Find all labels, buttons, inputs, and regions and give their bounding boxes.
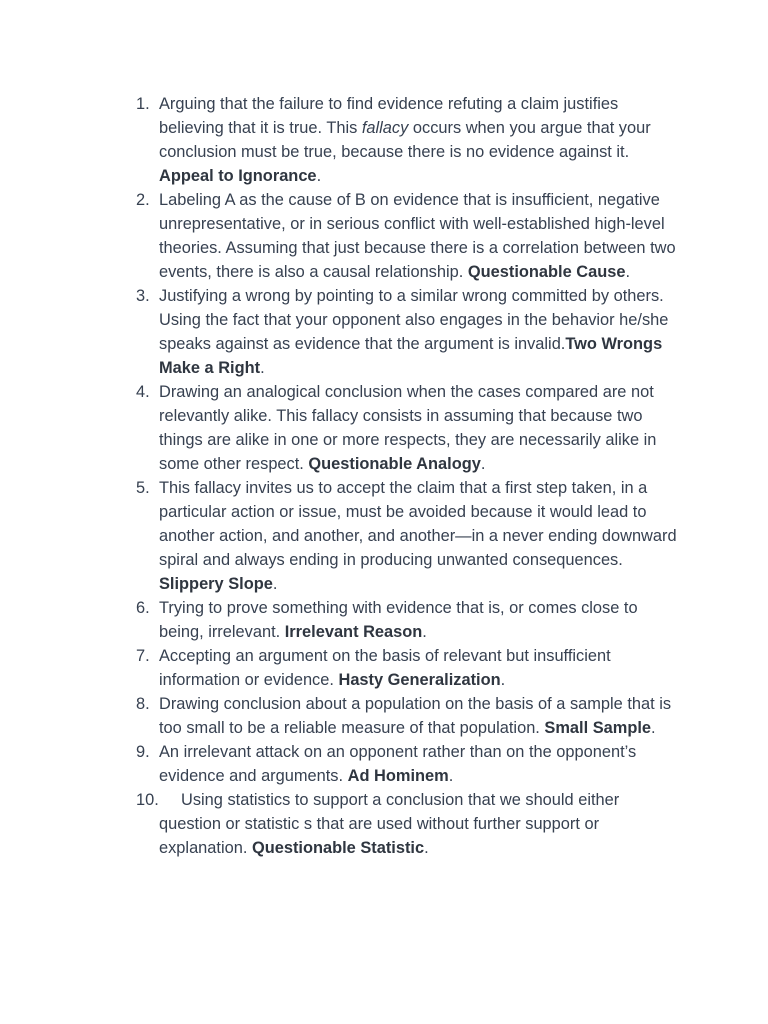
item-description: Drawing an analogical conclusion when the cases compared are not relevantly alike. This fallacy consists in assuming that because two things are alike in one or more respects, they are necessarily alike in some other respect.	[159, 383, 657, 473]
item-description: Arguing that the failure to find evidence refuting a claim justifies believing that it is true. This	[159, 95, 619, 137]
item-end: .	[500, 671, 506, 689]
item-end: .	[422, 623, 427, 641]
item-number: 6.	[136, 599, 150, 617]
item-text	[159, 284, 680, 380]
item-number: 5.	[136, 479, 150, 497]
list-item	[0, 92, 768, 188]
fallacy-term: Questionable Statistic	[251, 839, 425, 857]
item-number: 7.	[136, 647, 150, 665]
list-item	[0, 188, 768, 284]
fallacy-term: Hasty Generalization	[338, 671, 501, 689]
item-end: .	[625, 263, 631, 281]
fallacy-term: Two Wrongs Make a Right	[159, 335, 663, 377]
fallacy-term: Appeal to Ignorance	[159, 167, 317, 185]
item-end: .	[651, 719, 656, 737]
item-text	[159, 644, 680, 692]
list-item	[0, 380, 768, 476]
item-number: 3.	[136, 287, 150, 305]
item-description: Using statistics to support a conclusion that we should either question or statistic s that are used without further support or explanation.	[159, 791, 620, 857]
item-description: Justifying a wrong by pointing to a similar wrong committed by others. Using the fact that your opponent also engages in the behavior he/she speaks against as evidence that the argument is invalid.	[159, 287, 669, 353]
item-description: Labeling A as the cause of B on evidence that is insufficient, negative unrepresentative, or in serious conflict with well-established high-level theories. Assuming that just because there is a correlation between two events, there is also a causal relationship.	[159, 191, 676, 281]
fallacy-term: Questionable Analogy	[308, 455, 481, 473]
item-number: 2.	[136, 191, 150, 209]
item-text	[159, 92, 680, 188]
item-text	[159, 476, 680, 596]
fallacy-term: Irrelevant Reason	[284, 623, 423, 641]
item-description: Drawing conclusion about a population on the basis of a sample that is too small to be a reliable measure of that population.	[159, 695, 672, 737]
item-text	[159, 188, 680, 284]
item-description-continued: occurs when you argue that your conclusion must be true, because there is no evidence against it.	[159, 119, 651, 161]
item-description: This fallacy invites us to accept the claim that a first step taken, in a particular action or issue, must be avoided because it would lead to another action, and another, and another—in a never ending downward spiral and always ending in producing unwanted consequences.	[159, 479, 677, 569]
item-text	[159, 740, 680, 788]
list-item	[0, 740, 768, 788]
fallacy-term: Slippery Slope	[159, 575, 273, 593]
list-item	[0, 476, 768, 596]
item-description: Trying to prove something with evidence that is, or comes close to being, irrelevant.	[159, 599, 638, 641]
item-number: 10.	[136, 791, 159, 809]
item-number: 4.	[136, 383, 150, 401]
list-item	[0, 644, 768, 692]
item-text	[159, 596, 680, 644]
item-end: .	[424, 839, 429, 857]
item-text	[159, 380, 680, 476]
list-item	[0, 788, 768, 860]
list-item	[0, 692, 768, 740]
item-text	[159, 692, 680, 740]
list-item	[0, 284, 768, 380]
item-number: 8.	[136, 695, 150, 713]
fallacy-list	[0, 92, 768, 860]
item-number: 1.	[136, 95, 150, 113]
item-end: .	[316, 167, 322, 185]
list-item	[0, 596, 768, 644]
fallacy-term: Questionable Cause	[467, 263, 626, 281]
item-end: .	[448, 767, 454, 785]
item-description: An irrelevant attack on an opponent rather than on the opponent’s evidence and arguments.	[159, 743, 637, 785]
item-text	[159, 788, 680, 860]
item-end: .	[480, 455, 486, 473]
item-end: .	[272, 575, 278, 593]
item-number: 9.	[136, 743, 150, 761]
fallacy-term: Ad Hominem	[347, 767, 449, 785]
item-description: Accepting an argument on the basis of relevant but insufficient information or evidence.	[159, 647, 611, 689]
fallacy-term: Small Sample	[544, 719, 652, 737]
item-end: .	[260, 359, 265, 377]
item-emphasis: fallacy	[361, 119, 409, 137]
